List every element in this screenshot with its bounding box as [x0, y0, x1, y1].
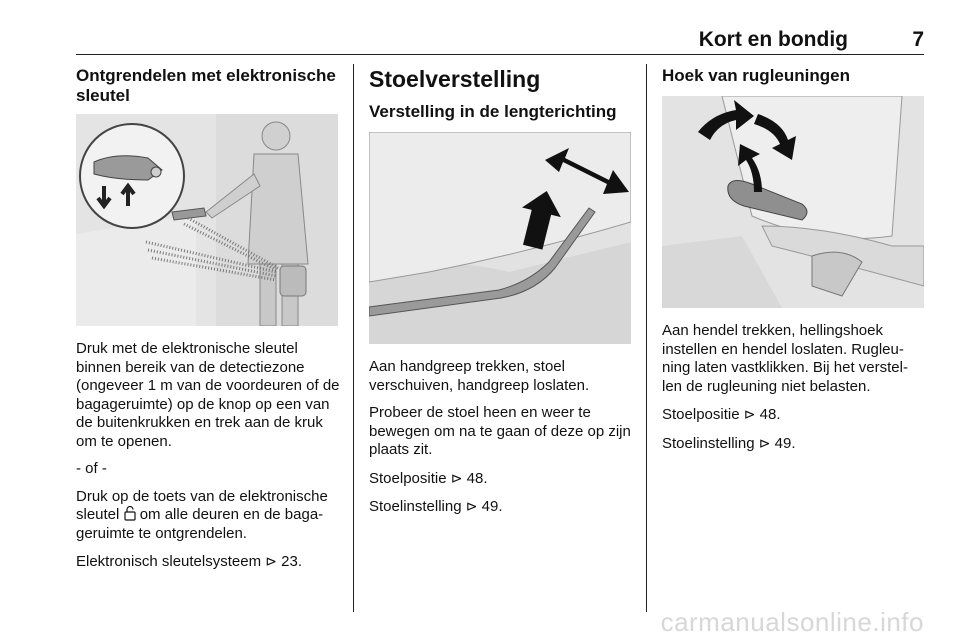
reference-page[interactable]: 49.: [774, 434, 796, 452]
reference-arrow-icon: ⊳: [743, 406, 756, 422]
column-unlock: [76, 66, 340, 581]
section-heading-seat: Stoelverstelling: [369, 66, 541, 92]
paragraph-backrest-instructions: Aan hendel trekken, hellingshoek instellen en hendel loslaten. Rugleu-ning laten vastklikken. Bij het verstel-len de rugleuning niet belasten.: [662, 322, 908, 395]
figure-electronic-key-unlock: [76, 114, 338, 326]
paragraph-unlock-toggle: [76, 488, 340, 544]
reference-text: Stoelpositie: [369, 469, 447, 487]
paragraph-reference-settings: [369, 497, 633, 517]
reference-arrow-icon: ⊳: [450, 469, 463, 486]
column-backrest-angle: [662, 66, 924, 462]
column-divider-2: [646, 64, 647, 612]
paragraph-reference-settings: [662, 434, 924, 454]
paragraph-reference-position: [662, 405, 924, 425]
page-header: [76, 28, 924, 52]
text-fragment: om alle deuren en de baga-geruimte te ontgrendelen.: [76, 506, 324, 542]
column-divider-1: [353, 64, 354, 612]
figure-seat-longitudinal: [369, 132, 631, 344]
text-fragment: Druk op de toets van de elektronische sleutel: [76, 487, 328, 523]
unlock-icon: [124, 506, 136, 521]
reference-arrow-icon: ⊳: [265, 553, 277, 569]
subheading-longitudinal: Verstelling in de lengterichting: [369, 102, 617, 121]
reference-text: Stoelinstelling: [369, 498, 462, 515]
reference-page[interactable]: 49.: [481, 498, 503, 515]
reference-text: Stoelinstelling: [662, 434, 755, 452]
reference-page[interactable]: 48.: [466, 469, 488, 487]
page-number: 7: [912, 28, 924, 51]
paragraph-reference-position: [369, 469, 633, 489]
paragraph-unlock-instructions: Druk met de elektronische sleutel binnen bereik van de detectiezone (ongeveer 1 m van de voordeuren of de bagageruimte) op de knop op een van de buitenkrukken en trek aan de kruk om te openen.: [76, 340, 340, 450]
section-heading-unlock: Ontgrendelen met elektronische sleutel: [76, 66, 336, 105]
reference-page[interactable]: 23.: [281, 553, 303, 570]
column-seat-adjustment: [369, 66, 633, 526]
paragraph-reference: [76, 552, 340, 572]
figure-backrest-recline: [662, 96, 924, 308]
chapter-title: Kort en bondig: [698, 28, 848, 51]
paragraph-seat-instructions: Aan handgreep trekken, stoel verschuiven, handgreep loslaten.: [369, 358, 590, 394]
reference-text: Stoelpositie: [662, 406, 740, 423]
header-rule: [76, 54, 924, 55]
paragraph-seat-check: Probeer de stoel heen en weer te bewegen om na te gaan of deze op zijn plaats zit.: [369, 404, 631, 458]
watermark: carmanualsonline.info: [660, 607, 924, 637]
paragraph-or: - of -: [76, 460, 107, 477]
reference-page[interactable]: 48.: [759, 406, 781, 423]
reference-text: Elektronisch sleutelsysteem: [76, 553, 262, 570]
reference-arrow-icon: ⊳: [465, 498, 478, 514]
reference-arrow-icon: ⊳: [758, 434, 771, 451]
section-heading-backrest: Hoek van rugleuningen: [662, 66, 850, 85]
